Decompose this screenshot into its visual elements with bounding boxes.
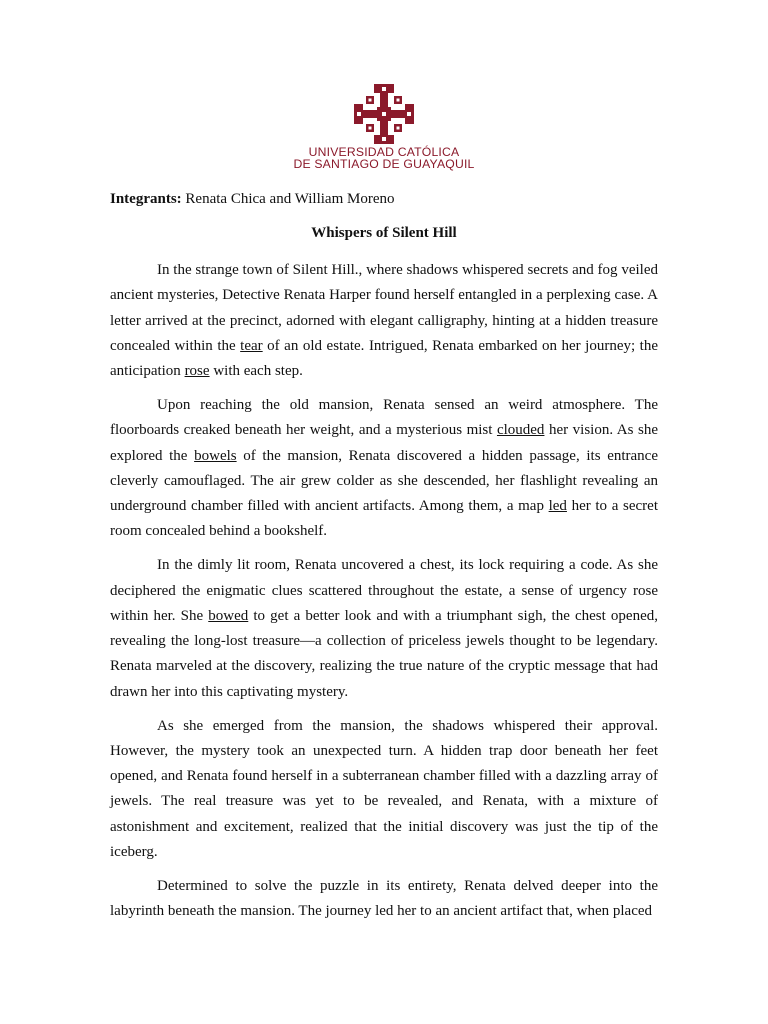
university-header: [0, 82, 768, 170]
paragraph-2-text-d: her to a secret room concealed behind a bookshelf.: [110, 498, 658, 540]
paragraph-3: [110, 553, 658, 705]
paragraph-1-text-a: In the strange town of Silent Hill., where shadows whispered secrets and fog veiled ancient mysteries, Detective Renata Harper found herself entangled in a perplexing case. A letter arrived at the precinct, adorned with elegant calligraphy, hinting at a hidden treasure concealed within the: [110, 262, 658, 354]
paragraph-2-text-c: of the mansion, Renata discovered a hidden passage, its entrance cleverly camouflaged. The air grew colder as she descended, her flashlight revealing an underground chamber filled with ancient artifacts. Among them, a map: [110, 447, 658, 515]
paragraph-1-text-b: of an old estate. Intrigued, Renata embarked on her journey; the anticipation: [110, 337, 658, 380]
underlined-word-led: led: [548, 498, 567, 515]
integrants-line: [110, 191, 394, 208]
underlined-word-rose: rose: [184, 363, 210, 380]
integrants-label: Integrants:: [110, 191, 182, 207]
story-body: [110, 258, 658, 933]
underlined-word-bowels: bowels: [194, 447, 237, 464]
paragraph-5-text: Determined to solve the puzzle in its entirety, Renata delved deeper into the labyrinth beneath the mansion. The journey led her to an ancient artifact that, when placed: [110, 877, 658, 920]
paragraph-2-text-b: her vision. As she explored the: [110, 422, 658, 464]
university-name-line-1: UNIVERSIDAD CATÓLICA: [308, 145, 460, 159]
paragraph-1: [110, 258, 658, 384]
paragraph-4: [110, 714, 658, 866]
underlined-word-clouded: clouded: [496, 422, 545, 439]
integrants-names: Renata Chica and William Moreno: [185, 191, 395, 207]
paragraph-2-text-a: Upon reaching the old mansion, Renata sensed an weird atmosphere. The floorboards creaked beneath her weight, and a mysterious mist: [110, 396, 658, 439]
underlined-word-bowed: bowed: [208, 607, 249, 624]
university-name-line-2: DE SANTIAGO DE GUAYAQUIL: [293, 157, 475, 171]
paragraph-3-text-b: to get a better look and with a triumphant sigh, the chest opened, revealing the long-lost treasure—a collection of priceless jewels thought to be legendary. Renata marveled at the discovery, realizing the true nature of the cryptic message that had drawn her into this captivating mystery.: [110, 607, 658, 700]
paragraph-3-text-a: In the dimly lit room, Renata uncovered a chest, its lock requiring a code. As she deciphered the enigmatic clues scattered throughout the estate, a sense of urgency rose within her. She: [110, 557, 658, 624]
university-cross-logo-icon: [352, 82, 416, 146]
paragraph-5: [110, 874, 658, 925]
paragraph-2: [110, 393, 658, 545]
story-title: Whispers of Silent Hill: [311, 225, 457, 241]
underlined-word-tear: tear: [240, 337, 263, 354]
paragraph-1-text-c: with each step.: [209, 363, 303, 380]
paragraph-4-text: As she emerged from the mansion, the shadows whispered their approval. However, the mystery took an unexpected turn. A hidden trap door beneath her feet opened, and Renata found herself in a subterranean chamber filled with a dazzling array of jewels. The real treasure was yet to be revealed, and Renata, with a mixture of astonishment and excitement, realized that the initial discovery was just the tip of the iceberg.: [110, 717, 658, 861]
